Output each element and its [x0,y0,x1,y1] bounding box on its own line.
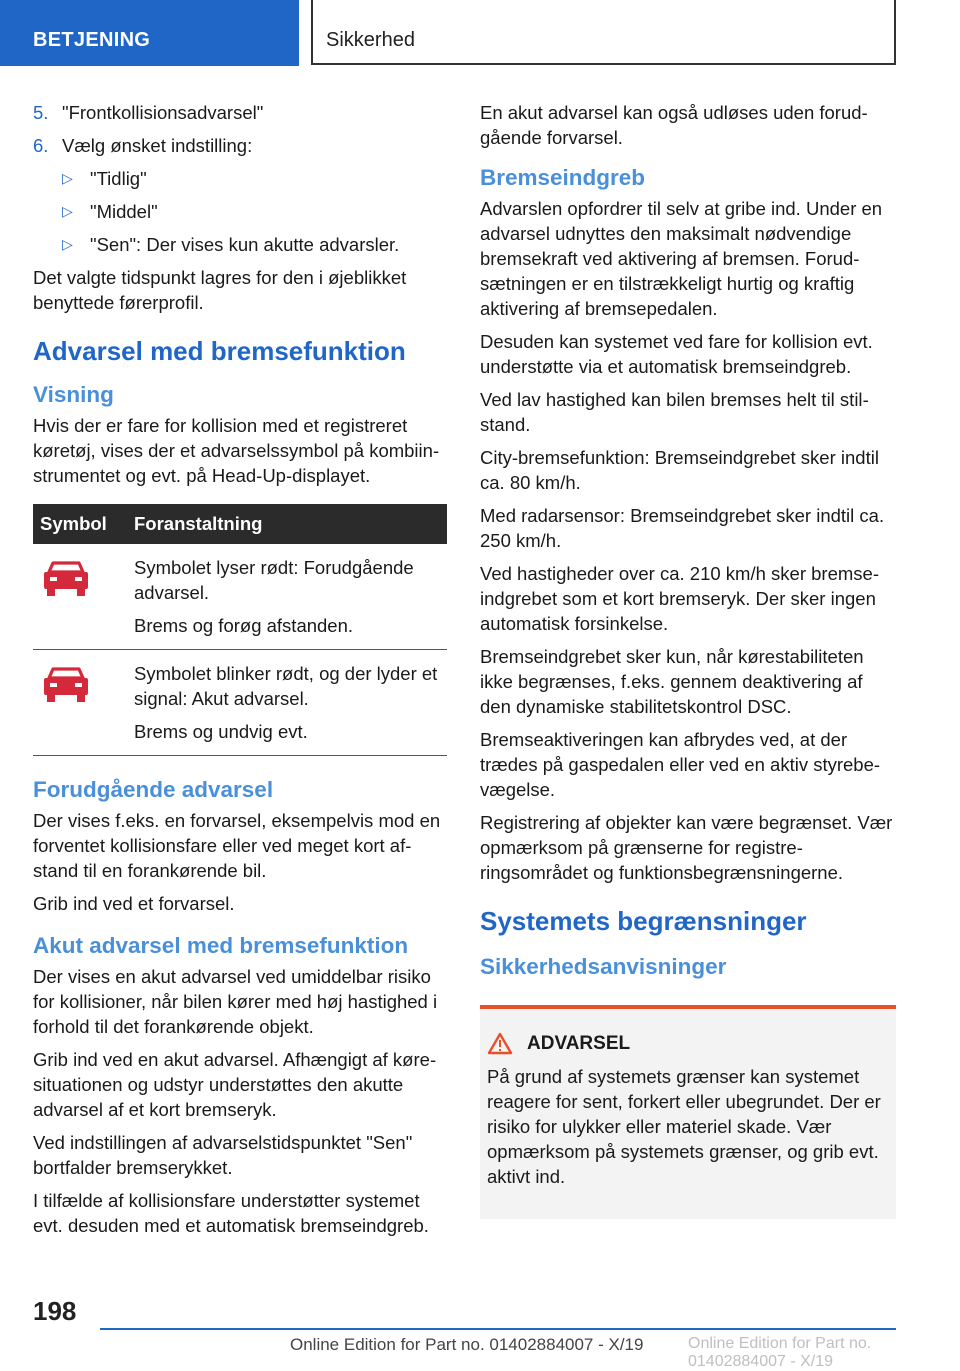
heading-display: Visning [33,382,114,407]
page-header [0,0,960,66]
warning-triangle-icon [487,1032,513,1055]
heading-acute-warning: Akut advarsel med bremsefunktion [33,933,409,958]
brake-text: Desuden kan systemet ved fare for kollision evt. understøtte via et automatisk bremseindgreb. [480,331,873,377]
action-line: Symbolet blinker rødt, og der lyder et signal: Akut advarsel. [134,663,438,709]
heading-system-limits: Systemets begrænsninger [480,906,807,936]
step-6 [33,133,447,158]
action-cell [134,650,447,756]
step-number: 5. [33,102,49,123]
warning-title [487,1031,896,1056]
acute-text: Der vises en akut advarsel ved umiddelbar risiko for kollisioner, når bilen kører med høj hastighed i forhold til det forankørende objekt. [33,966,438,1037]
intro-text: En akut advarsel kan også udløses uden forudgående forvarsel. [480,102,868,148]
brake-text: Bremseaktiveringen kan afbrydes ved, at der trædes på gaspedalen eller ved en aktiv styrebevægelse. [480,729,881,800]
pre-text: Der vises f.eks. en forvarsel, eksempelvis mod en forventet kollisionsfare eller ved meget kort afstand til en forankørende bil. [33,810,441,881]
step-number: 6. [33,135,49,156]
step-text: Vælg ønsket indstilling: [62,135,253,156]
red-car-icon [41,667,91,705]
option-text: "Tidlig" [90,168,147,189]
triangle-bullet-icon: ▷ [62,203,73,219]
brake-text: Med radarsensor: Bremseindgrebet sker indtil ca. 250 km/h. [480,505,885,551]
action-line: Brems og undvig evt. [134,721,308,742]
acute-text: I tilfælde af kollisionsfare understøtter systemet evt. desuden med et automatisk bremseindgreb. [33,1190,429,1236]
brake-text: Bremseindgrebet sker kun, når kørestabiliteten ikke begrænses, f.eks. gennem deaktivering af den dynamiske stabilitetskontrol DSC. [480,646,864,717]
action-cell [134,544,447,650]
warning-box [480,1005,896,1219]
acute-text: Ved indstillingen af advarselstidspunktet "Sen" bortfalder bremserykket. [33,1132,413,1178]
footer-divider [100,1328,896,1330]
section-tab: BETJENING [0,0,299,66]
triangle-bullet-icon: ▷ [62,236,73,252]
page-number: 198 [33,1296,77,1326]
watermark: Online Edition for Part no. 01402884007 - X/19 [688,1335,872,1370]
warning-text: På grund af systemets grænser kan systemet reagere for sent, forkert eller ubegrundet. Der er risiko for ulykker eller materiel skade. Vær opmærksom på systemets grænser, og grib evt. aktivt ind. [487,1066,881,1187]
col-header-action: Foranstaltning [134,504,447,544]
triangle-bullet-icon: ▷ [62,170,73,186]
col-header-symbol: Symbol [33,504,134,544]
action-line: Symbolet lyser rødt: Forudgående advarsel. [134,557,414,603]
symbol-table [33,504,447,756]
heading-pre-warning: Forudgående advarsel [33,777,274,802]
table-row [33,544,447,650]
chapter-tab: Sikkerhed [311,0,896,65]
heading-warning-brake-function: Advarsel med bremsefunktion [33,336,406,366]
right-column [480,100,896,1219]
step-5 [33,100,447,125]
brake-text: Ved lav hastighed kan bilen bremses helt til stilstand. [480,389,869,435]
brake-text: Registrering af objekter kan være begrænset. Vær opmærksom på grænserne for registreringsområdet og funktionsbegrænsningerne. [480,812,893,883]
option-item [33,166,447,191]
acute-text: Grib ind ved en akut advarsel. Afhængigt af køresituationen og udstyr understøttes den akutte advarsel af et kort bremseryk. [33,1049,437,1120]
symbol-cell [33,650,134,756]
left-column [33,100,447,1246]
symbol-cell [33,544,134,650]
option-item [33,232,447,257]
pre-text: Grib ind ved et forvarsel. [33,893,235,914]
option-text: "Middel" [90,201,158,222]
action-line: Brems og forøg afstanden. [134,615,354,636]
warning-label: ADVARSEL [527,1033,631,1054]
heading-safety-notes: Sikkerhedsanvisninger [480,954,727,979]
footer-edition: Online Edition for Part no. 01402884007 - X/19 [290,1335,644,1354]
table-row [33,650,447,756]
saved-text: Det valgte tidspunkt lagres for den i øjeblikket benyttede førerprofil. [33,267,407,313]
red-car-icon [41,561,91,599]
display-text: Hvis der er fare for kollision med et registreret køretøj, vises der et advarselssymbol på kombiinstrumentet og evt. på Head-Up-displayet. [33,415,440,486]
option-item [33,199,447,224]
option-text: "Sen": Der vises kun akutte advarsler. [90,234,400,255]
step-text: "Frontkollisionsadvarsel" [62,102,264,123]
brake-text: Ved hastigheder over ca. 210 km/h sker bremseindgrebet som et kort bremseryk. Der sker ingen automatisk forsinkelse. [480,563,879,634]
brake-text: Advarslen opfordrer til selv at gribe ind. Under en advarsel udnyttes den maksimalt nødvendige bremsekraft ved aktivering af bremsen. Forudsætningen er en tilstrækkeligt hurtig og kraftig aktivering af bremsepedalen. [480,198,883,319]
heading-brake-intervention: Bremseindgreb [480,165,646,190]
brake-text: City-bremsefunktion: Bremseindgrebet sker indtil ca. 80 km/h. [480,447,879,493]
